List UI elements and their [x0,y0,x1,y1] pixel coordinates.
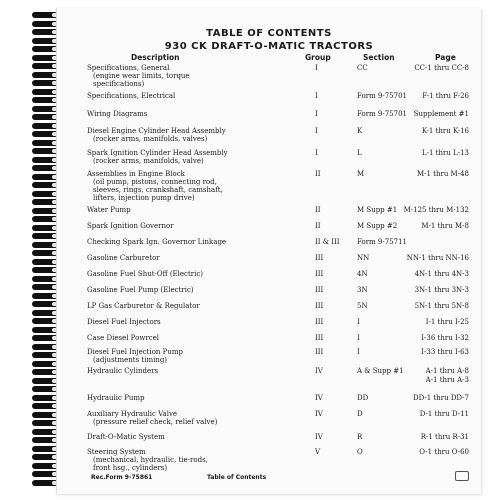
binding-coil [32,97,58,103]
binding-coil [32,242,58,248]
toc-entry-page: 5N-1 thru 5N-8 [414,302,469,310]
binding-coil [32,284,58,290]
toc-entry-title: Wiring Diagrams [87,110,148,118]
binding-coil [32,429,58,435]
footer-form-number: Rec.Form 9-75861 [91,474,153,481]
toc-entry-page: Supplement #1 [413,110,469,118]
binding-coil [32,191,58,197]
toc-entry-page: R-1 thru R-31 [420,433,469,441]
toc-entry-page: 4N-1 thru 4N-3 [414,270,469,278]
toc-entry-group: II [315,222,321,230]
toc-entry [87,149,228,165]
toc-entry-page: L-1 thru L-13 [421,149,469,157]
binding-coil [32,446,58,452]
toc-entry [87,64,190,88]
toc-entry-group: II [315,206,321,214]
header-group: Group [305,53,331,62]
toc-entry-group: III [315,302,324,310]
toc-entry-section: Form 9-75711 [357,238,407,246]
toc-entry [87,270,203,278]
toc-entry-section: L [357,149,362,157]
toc-entry [87,206,131,214]
toc-entry-section: NN [357,254,370,262]
binding-coil [32,165,58,171]
toc-entry-section: R [357,433,363,441]
binding-coil [32,276,58,282]
toc-entry [87,367,158,375]
toc-entry [87,222,174,230]
binding-coil [32,29,58,35]
toc-entry [87,238,226,246]
binding-coil [32,437,58,443]
toc-entry-detail: sleeves, rings, crankshaft, camshaft, [93,186,223,194]
page-title: TABLE OF CONTENTS [206,28,332,39]
binding-coil [32,420,58,426]
toc-entry-page: O-1 thru O-60 [419,448,469,456]
binding-coil [32,208,58,214]
toc-entry-detail: (mechanical, hydraulic, tie-rods, [93,456,208,464]
toc-entry-page: M-125 thru M-132 [403,206,469,214]
spiral-binding [32,12,58,490]
toc-entry-group: I [315,64,318,72]
toc-entry-title: Checking Spark Ign. Governor Linkage [87,238,227,246]
binding-coil [32,395,58,401]
toc-entry-group: IV [315,433,323,441]
toc-entry-group: III [315,318,324,326]
toc-entry-page: A-1 thru A-8 [425,367,469,375]
binding-coil [32,55,58,61]
toc-entry-detail: lifters, injection pump drive) [93,194,195,202]
binding-coil [32,63,58,69]
toc-entry-title: Hydraulic Cylinders [87,367,159,375]
toc-entry-detail: (oil pump, pistons, connecting rod, [93,178,217,186]
toc-entry-page: 3N-1 thru 3N-3 [414,286,469,294]
toc-entry [87,318,161,326]
toc-entry-section: O [357,448,363,456]
binding-coil [32,123,58,129]
binding-coil [32,233,58,239]
binding-coil [32,335,58,341]
binding-coil [32,310,58,316]
toc-entry-detail: (rocker arms, manifolds, valve) [93,157,204,165]
binding-coil [32,471,58,477]
toc-entry-title: Draft-O-Matic System [87,433,165,441]
toc-entry-page: D-1 thru D-11 [419,410,469,418]
toc-entry-page: NN-1 thru NN-16 [406,254,469,262]
toc-entry-title: Spark Ignition Governor [87,222,174,230]
toc-entry-group: I [315,110,318,118]
toc-entry-group: V [315,448,321,456]
toc-entry-title: Diesel Fuel Injection Pump [87,348,184,356]
toc-entry-title: Diesel Fuel Injectors [87,318,161,326]
binding-coil [32,352,58,358]
binding-coil [32,131,58,137]
toc-entry-group: II & III [315,238,340,246]
binding-coil [32,301,58,307]
toc-entry-group: II [315,170,321,178]
toc-entry [87,334,159,342]
toc-entry [87,410,217,426]
toc-entry [87,302,200,310]
header-section: Section [363,53,395,62]
header-page: Page [435,53,456,62]
binding-coil [32,12,58,18]
toc-entry-section: I [357,348,360,356]
toc-entry-page: CC-1 thru CC-8 [414,64,469,72]
toc-entry [87,170,223,202]
binding-coil [32,403,58,409]
toc-entry-section: CC [357,64,368,72]
toc-entry-section: Form 9-75701 [357,110,407,118]
page-number-icon [455,471,469,481]
binding-coil [32,361,58,367]
toc-entry-page: F-1 thru F-26 [422,92,469,100]
toc-entry [87,286,194,294]
toc-entry-title: Specifications, Electrical [87,92,176,100]
binding-coil [32,140,58,146]
toc-entry-title: Specifications, General [87,64,170,72]
toc-entry-section: M Supp #1 [357,206,398,214]
binding-coil [32,386,58,392]
binding-coil [32,199,58,205]
toc-entry-title: Steering System [87,448,146,456]
toc-entry-group: I [315,149,318,157]
toc-entry-section: 3N [357,286,368,294]
toc-entry [87,254,160,262]
toc-entry-section: Form 9-75701 [357,92,407,100]
footer-label: Table of Contents [207,474,267,481]
toc-entry-page: A-1 thru A-3 [425,376,469,384]
toc-entry-section: A & Supp #1 [357,367,404,375]
binding-coil [32,148,58,154]
toc-entry-page: I-1 thru I-25 [425,318,469,326]
toc-entry-section: K [357,127,363,135]
binding-coil [32,412,58,418]
document-page [56,8,481,494]
toc-entry-title: Water Pump [87,206,131,214]
toc-entry-title: Gasoline Fuel Pump (Electric) [87,286,194,294]
binding-coil [32,327,58,333]
toc-entry [87,92,175,100]
binding-coil [32,480,58,486]
toc-entry-section: DD [357,394,369,402]
binding-coil [32,80,58,86]
binding-coil [32,250,58,256]
page-subtitle: 930 CK DRAFT-O-MATIC TRACTORS [164,41,374,52]
toc-entry-group: IV [315,367,323,375]
binding-coil [32,157,58,163]
toc-entry-title: LP Gas Carburetor & Regulator [87,302,200,310]
toc-entry-detail: front hsg., cylinders) [93,464,168,472]
binding-coil [32,463,58,469]
toc-entry-group: I [315,92,318,100]
binding-coil [32,46,58,52]
binding-coil [32,216,58,222]
toc-entry-page: M-1 thru M-48 [416,170,469,178]
toc-entry-group: III [315,334,324,342]
binding-coil [32,369,58,375]
toc-entry-title: Auxiliary Hydraulic Valve [87,410,178,418]
binding-coil [32,174,58,180]
header-description: Description [131,53,180,62]
toc-entry-detail: (engine wear limits, torque [93,72,190,80]
toc-entry-section: 4N [357,270,368,278]
toc-entry-group: III [315,286,324,294]
binding-coil [32,38,58,44]
toc-entry-title: Spark Ignition Cylinder Head Assembly [87,149,228,157]
toc-entry-page: I-36 thru I-32 [421,334,469,342]
toc-entry-group: III [315,270,324,278]
toc-entry-section: 5N [357,302,368,310]
toc-entry-detail: (adjustments timing) [93,356,168,364]
binding-coil [32,225,58,231]
toc-entry-page: M-1 thru M-8 [421,222,469,230]
binding-coil [32,182,58,188]
toc-entry-detail: (rocker arms, manifolds, valves) [93,135,208,143]
binding-coil [32,454,58,460]
toc-entry-title: Gasoline Carburetor [87,254,160,262]
toc-entry [87,127,226,143]
toc-entry-section: M [357,170,365,178]
binding-coil [32,267,58,273]
toc-entry-section: D [357,410,363,418]
binding-coil [32,293,58,299]
binding-coil [32,344,58,350]
toc-entry-section: I [357,334,360,342]
toc-entry [87,394,145,402]
toc-entry-group: IV [315,394,323,402]
toc-entry-title: Gasoline Fuel Shut-Off (Electric) [87,270,204,278]
toc-entry-title: Diesel Engine Cylinder Head Assembly [87,127,226,135]
binding-coil [32,378,58,384]
toc-entry-detail: specifications) [93,80,145,88]
binding-coil [32,21,58,27]
toc-entry [87,110,147,118]
toc-entry-section: I [357,318,360,326]
binding-coil [32,89,58,95]
binding-coil [32,106,58,112]
toc-entry-detail: (pressure relief check, relief valve) [93,418,218,426]
binding-coil [32,114,58,120]
toc-entry-title: Case Diesel Powrcel [87,334,159,342]
toc-entry-group: I [315,127,318,135]
toc-entry-group: IV [315,410,323,418]
toc-entry [87,348,183,364]
binding-coil [32,318,58,324]
toc-entry-title: Assemblies in Engine Block [87,170,185,178]
toc-entry-page: K-1 thru K-16 [421,127,469,135]
toc-entry [87,433,165,441]
toc-entry-page: I-33 thru I-63 [421,348,469,356]
toc-entry-group: III [315,254,324,262]
toc-entry-title: Hydraulic Pump [87,394,145,402]
toc-entry-page: DD-1 thru DD-7 [413,394,469,402]
toc-entry-group: III [315,348,324,356]
toc-entry [87,448,208,472]
toc-entry-section: M Supp #2 [357,222,398,230]
binding-coil [32,259,58,265]
binding-coil [32,72,58,78]
